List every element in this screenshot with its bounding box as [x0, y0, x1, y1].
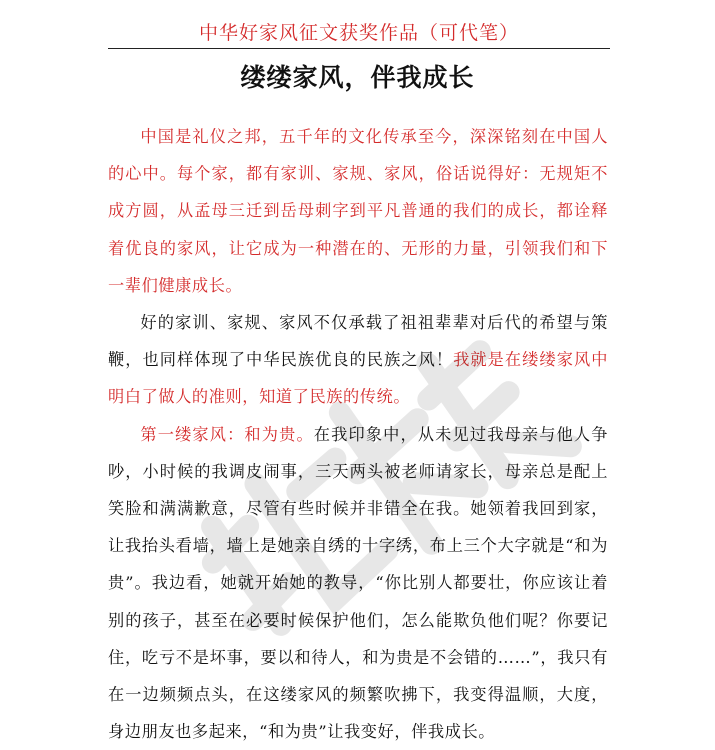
paragraph-two-highlight: 我就是在缕缕家风中明白了做人的准则，知道了民族的传统。	[108, 350, 609, 407]
paragraph-two-text: 好的家训、家规、家风不仅承载了祖祖辈辈对后代的希望与策鞭，也同样体现了中华民族优良的民族之风！	[108, 313, 608, 370]
article-body	[108, 118, 608, 750]
page-title: 缕缕家风，伴我成长	[240, 63, 475, 92]
document-header: 中华好家风征文获奖作品（可代笔）	[108, 18, 610, 49]
section-heading-harmony: 第一缕家风：和为贵。	[140, 424, 314, 444]
paragraph-three-text: 在我印象中，从未见过我母亲与他人争吵，小时候的我调皮闹事，三天两头被老师请家长，母亲总是配上笑脸和满满歉意，尽管有些时候并非错全在我。她领着我回到家，让我抬头看墙，墙上是她亲自绣的十字绣，布上三个大字就是“和为贵”。我边看，她就开始她的教导，“你比别人都要壮，你应该让着别的孩子，甚至在必要时候保护他们，怎么能欺负他们呢？你要记住，吃亏不是坏事，要以和待人，和为贵是不会错的……”，我只有在一边频频点头，在这缕家风的频繁吹拂下，我变得温顺，大度，身边朋友也多起来，“和为贵”让我变好，伴我成长。	[108, 424, 609, 742]
paragraph-intro: 中国是礼仪之邦，五千年的文化传承至今，深深铭刻在中国人的心中。每个家，都有家训、家规、家风，俗话说得好：无规矩不成方圆，从孟母三迁到岳母刺字到平凡普通的我们的成长，都诠释着优良的家风，让它成为一种潜在的、无形的力量，引领我们和下一辈们健康成长。	[108, 127, 608, 295]
paragraph-two	[108, 304, 608, 416]
paragraph-three	[108, 416, 608, 750]
